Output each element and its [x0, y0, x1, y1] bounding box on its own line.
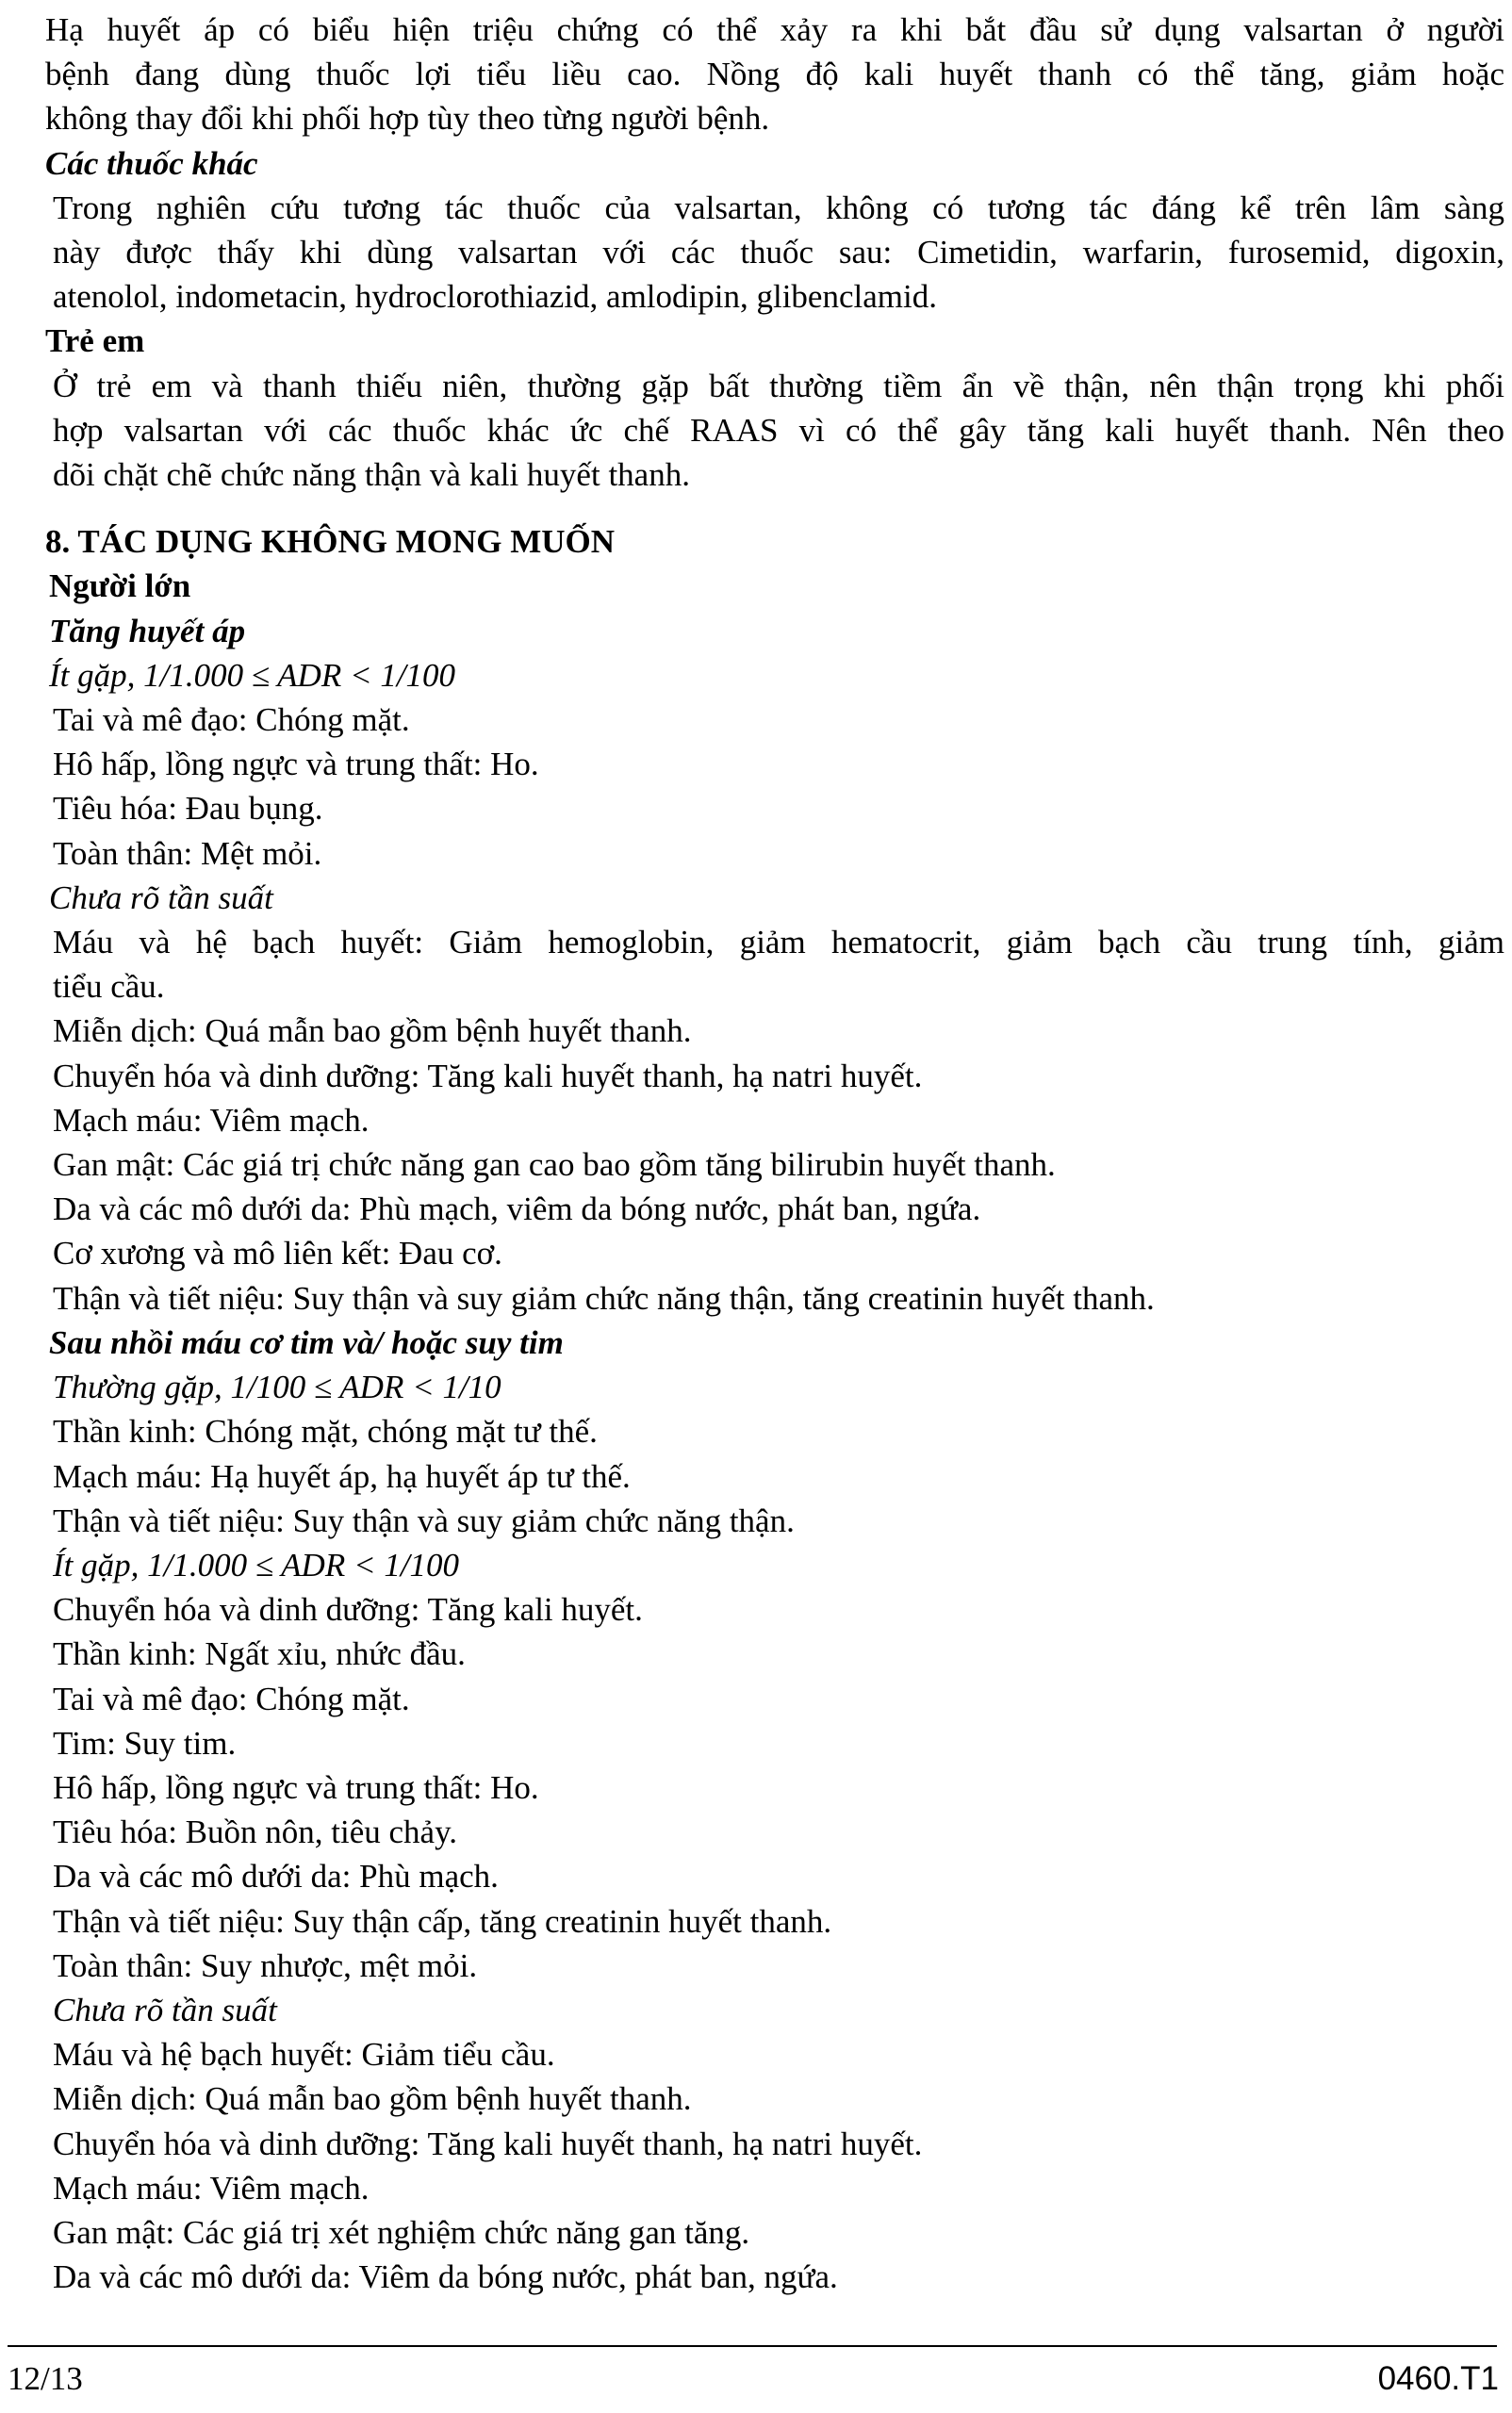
adr-item: Toàn thân: Mệt mỏi. — [53, 834, 322, 872]
adr-item: Toàn thân: Suy nhược, mệt mỏi. — [53, 1946, 478, 1984]
footer-divider — [8, 2345, 1497, 2347]
children-line: Ở trẻ em và thanh thiếu niên, thường gặp bất thường tiềm ẩn về thận, nên thận trọng khi phối — [53, 367, 1504, 404]
section-8-title: 8. TÁC DỤNG KHÔNG MONG MUỐN — [45, 523, 616, 561]
adr-item-blood: Máu và hệ bạch huyết: Giảm hemoglobin, giảm hematocrit, giảm bạch cầu trung tính, giảm — [53, 924, 1504, 961]
adr-item: Hô hấp, lồng ngực và trung thất: Ho. — [53, 746, 539, 783]
intro-line: Hạ huyết áp có biểu hiện triệu chứng có thể xảy ra khi bắt đầu sử dụng valsartan ở người — [45, 11, 1504, 48]
adr-item: Mạch máu: Viêm mạch. — [53, 1101, 370, 1139]
adr-item: Miễn dịch: Quá mẫn bao gồm bệnh huyết thanh. — [53, 2080, 692, 2118]
adr-item: Gan mật: Các giá trị xét nghiệm chức năng gan tăng. — [53, 2213, 750, 2251]
post-mi-heading: Sau nhồi máu cơ tim và/ hoặc suy tim — [49, 1323, 564, 1361]
children-heading: Trẻ em — [45, 322, 145, 360]
adr-item: Hô hấp, lồng ngực và trung thất: Ho. — [53, 1768, 539, 1806]
other-drugs-line: này được thấy khi dùng valsartan với các thuốc sau: Cimetidin, warfarin, furosemid, digoxin, — [53, 234, 1504, 271]
adr-item: Thận và tiết niệu: Suy thận cấp, tăng creatinin huyết thanh. — [53, 1902, 832, 1940]
adr-item-blood-cont: tiểu cầu. — [53, 968, 165, 1006]
intro-paragraph — [45, 8, 1504, 141]
intro-line: bệnh đang dùng thuốc lợi tiểu liều cao. Nồng độ kali huyết thanh có thể tăng, giảm hoặc — [45, 56, 1504, 93]
adr-item: Máu và hệ bạch huyết: Giảm tiểu cầu. — [53, 2036, 555, 2074]
adr-item: Miễn dịch: Quá mẫn bao gồm bệnh huyết thanh. — [53, 1012, 692, 1050]
children-line: dõi chặt chẽ chức năng thận và kali huyết thanh. — [53, 456, 690, 494]
adr-item: Thần kinh: Ngất xỉu, nhức đầu. — [53, 1635, 466, 1673]
adr-item: Da và các mô dưới da: Viêm da bóng nước, phát ban, ngứa. — [53, 2258, 838, 2296]
adr-item: Tim: Suy tim. — [53, 1724, 237, 1762]
adr-item: Chuyển hóa và dinh dưỡng: Tăng kali huyết. — [53, 1591, 643, 1629]
other-drugs-section — [45, 141, 1504, 320]
hypertension-uncommon-label: Ít gặp, 1/1.000 ≤ ADR < 1/100 — [49, 656, 456, 694]
intro-line: không thay đổi khi phối hợp tùy theo từng người bệnh. — [45, 100, 770, 138]
other-drugs-heading: Các thuốc khác — [45, 144, 258, 182]
children-line: hợp valsartan với các thuốc khác ức chế RAAS vì có thể gây tăng kali huyết thanh. Nên theo — [53, 411, 1504, 449]
post-mi-uncommon-label: Ít gặp, 1/1.000 ≤ ADR < 1/100 — [53, 1546, 460, 1584]
post-mi-unknown-label: Chưa rõ tần suất — [53, 1991, 277, 2028]
adr-item: Da và các mô dưới da: Phù mạch. — [53, 1858, 499, 1896]
other-drugs-line: Trong nghiên cứu tương tác thuốc của valsartan, không có tương tác đáng kể trên lâm sàng — [53, 189, 1504, 226]
page-number: 12/13 — [8, 2360, 83, 2397]
hypertension-unknown-label: Chưa rõ tần suất — [49, 878, 273, 916]
page-content — [45, 8, 1504, 2299]
adr-item: Tiêu hóa: Buồn nôn, tiêu chảy. — [53, 1814, 458, 1851]
adr-item: Tiêu hóa: Đau bụng. — [53, 790, 323, 828]
hypertension-heading: Tăng huyết áp — [49, 612, 246, 649]
adr-item: Tai và mê đạo: Chóng mặt. — [53, 1680, 410, 1717]
other-drugs-line: atenolol, indometacin, hydroclorothiazid, amlodipin, glibenclamid. — [53, 278, 937, 316]
adr-item: Cơ xương và mô liên kết: Đau cơ. — [53, 1235, 502, 1272]
adr-item: Chuyển hóa và dinh dưỡng: Tăng kali huyết thanh, hạ natri huyết. — [53, 2125, 923, 2162]
adr-item: Mạch máu: Hạ huyết áp, hạ huyết áp tư thế. — [53, 1457, 631, 1495]
post-mi-common-label: Thường gặp, 1/100 ≤ ADR < 1/10 — [53, 1369, 501, 1406]
document-code: 0460.T1 — [1377, 2360, 1499, 2397]
adr-item: Thận và tiết niệu: Suy thận và suy giảm chức năng thận, tăng creatinin huyết thanh. — [53, 1279, 1155, 1317]
adr-item: Thận và tiết niệu: Suy thận và suy giảm chức năng thận. — [53, 1502, 795, 1539]
adr-item: Gan mật: Các giá trị chức năng gan cao bao gồm tăng bilirubin huyết thanh. — [53, 1146, 1056, 1184]
adults-heading: Người lớn — [49, 567, 191, 605]
adr-item: Thần kinh: Chóng mặt, chóng mặt tư thế. — [53, 1413, 598, 1451]
adr-item: Chuyển hóa và dinh dưỡng: Tăng kali huyết thanh, hạ natri huyết. — [53, 1057, 923, 1094]
adr-item: Mạch máu: Viêm mạch. — [53, 2169, 370, 2207]
adr-item: Tai và mê đạo: Chóng mặt. — [53, 701, 410, 739]
children-section — [45, 319, 1504, 497]
adr-item: Da và các mô dưới da: Phù mạch, viêm da bóng nước, phát ban, ngứa. — [53, 1190, 981, 1228]
